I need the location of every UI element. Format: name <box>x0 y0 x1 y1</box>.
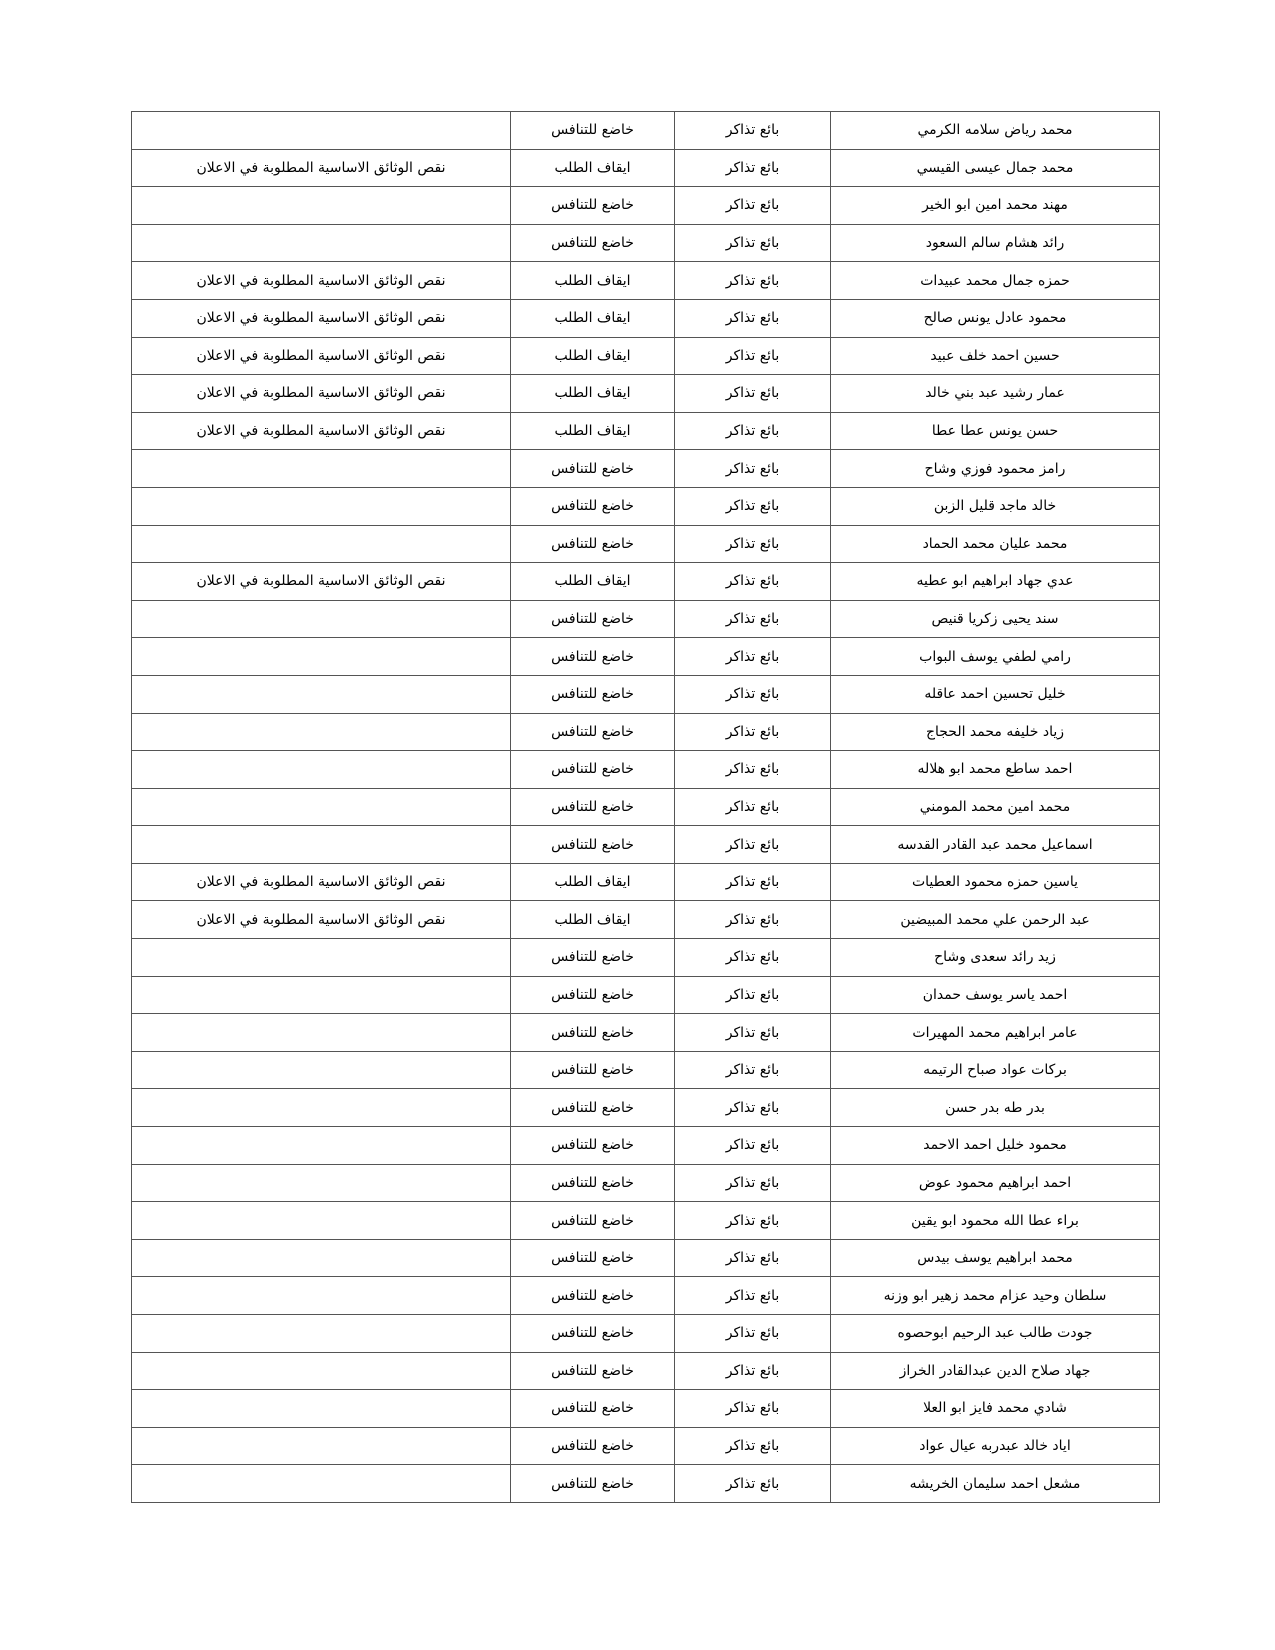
note-cell <box>132 1127 511 1165</box>
job-title-cell: بائع تذاكر <box>675 337 831 375</box>
table-row <box>132 675 1160 713</box>
table-row <box>132 1127 1160 1165</box>
application-status-cell: خاضع للتنافس <box>511 1014 675 1052</box>
job-title-cell: بائع تذاكر <box>675 1127 831 1165</box>
note-cell <box>132 1051 511 1089</box>
note-cell: نقص الوثائق الاساسية المطلوبة في الاعلان <box>132 863 511 901</box>
applicant-name-cell: حسين احمد خلف عبيد <box>831 337 1160 375</box>
table-row <box>132 751 1160 789</box>
table-row <box>132 224 1160 262</box>
job-title-cell: بائع تذاكر <box>675 1352 831 1390</box>
application-status-cell: ايقاف الطلب <box>511 412 675 450</box>
applicant-name-cell: براء عطا الله محمود ابو يقين <box>831 1202 1160 1240</box>
applicant-name-cell: محمود عادل يونس صالح <box>831 299 1160 337</box>
job-title-cell: بائع تذاكر <box>675 299 831 337</box>
note-cell <box>132 713 511 751</box>
note-cell <box>132 788 511 826</box>
application-status-cell: خاضع للتنافس <box>511 675 675 713</box>
note-cell <box>132 976 511 1014</box>
applicant-name-cell: محمد رياض سلامه الكرمي <box>831 112 1160 150</box>
table-row <box>132 713 1160 751</box>
job-title-cell: بائع تذاكر <box>675 826 831 864</box>
applicant-name-cell: عمار رشيد عبد بني خالد <box>831 375 1160 413</box>
application-status-cell: خاضع للتنافس <box>511 112 675 150</box>
table-row <box>132 638 1160 676</box>
applicant-name-cell: مشعل احمد سليمان الخريشه <box>831 1465 1160 1503</box>
job-title-cell: بائع تذاكر <box>675 1390 831 1428</box>
applicants-table <box>131 111 1160 1503</box>
note-cell <box>132 939 511 977</box>
note-cell <box>132 1014 511 1052</box>
application-status-cell: خاضع للتنافس <box>511 1089 675 1127</box>
applicant-name-cell: حمزه جمال محمد عبيدات <box>831 262 1160 300</box>
application-status-cell: خاضع للتنافس <box>511 525 675 563</box>
job-title-cell: بائع تذاكر <box>675 262 831 300</box>
applicant-name-cell: زيد رائد سعدى وشاح <box>831 939 1160 977</box>
application-status-cell: ايقاف الطلب <box>511 563 675 601</box>
table-row <box>132 1277 1160 1315</box>
applicants-table-body <box>132 112 1160 1503</box>
note-cell <box>132 487 511 525</box>
job-title-cell: بائع تذاكر <box>675 112 831 150</box>
applicant-name-cell: اياد خالد عبدربه عيال عواد <box>831 1427 1160 1465</box>
job-title-cell: بائع تذاكر <box>675 751 831 789</box>
note-cell <box>132 1352 511 1390</box>
applicant-name-cell: جهاد صلاح الدين عبدالقادر الخراز <box>831 1352 1160 1390</box>
note-cell: نقص الوثائق الاساسية المطلوبة في الاعلان <box>132 563 511 601</box>
applicant-name-cell: احمد ساطع محمد ابو هلاله <box>831 751 1160 789</box>
job-title-cell: بائع تذاكر <box>675 1089 831 1127</box>
job-title-cell: بائع تذاكر <box>675 375 831 413</box>
job-title-cell: بائع تذاكر <box>675 1051 831 1089</box>
job-title-cell: بائع تذاكر <box>675 939 831 977</box>
applicant-name-cell: احمد ابراهيم محمود عوض <box>831 1164 1160 1202</box>
table-row <box>132 600 1160 638</box>
applicant-name-cell: سلطان وحيد عزام محمد زهير ابو وزنه <box>831 1277 1160 1315</box>
application-status-cell: خاضع للتنافس <box>511 939 675 977</box>
job-title-cell: بائع تذاكر <box>675 187 831 225</box>
application-status-cell: خاضع للتنافس <box>511 638 675 676</box>
note-cell <box>132 1427 511 1465</box>
table-row <box>132 1089 1160 1127</box>
applicant-name-cell: خالد ماجد قليل الزبن <box>831 487 1160 525</box>
table-row <box>132 1427 1160 1465</box>
applicant-name-cell: جودت طالب عبد الرحيم ابوحصوه <box>831 1315 1160 1353</box>
table-row <box>132 262 1160 300</box>
applicant-name-cell: عامر ابراهيم محمد المهيرات <box>831 1014 1160 1052</box>
application-status-cell: خاضع للتنافس <box>511 788 675 826</box>
application-status-cell: ايقاف الطلب <box>511 262 675 300</box>
note-cell <box>132 525 511 563</box>
applicant-name-cell: محمد ابراهيم يوسف بيدس <box>831 1239 1160 1277</box>
note-cell <box>132 751 511 789</box>
application-status-cell: خاضع للتنافس <box>511 751 675 789</box>
applicant-name-cell: محمود خليل احمد الاحمد <box>831 1127 1160 1165</box>
job-title-cell: بائع تذاكر <box>675 1315 831 1353</box>
table-row <box>132 187 1160 225</box>
job-title-cell: بائع تذاكر <box>675 1014 831 1052</box>
application-status-cell: ايقاف الطلب <box>511 149 675 187</box>
application-status-cell: خاضع للتنافس <box>511 1127 675 1165</box>
table-row <box>132 1239 1160 1277</box>
job-title-cell: بائع تذاكر <box>675 901 831 939</box>
job-title-cell: بائع تذاكر <box>675 713 831 751</box>
table-row <box>132 112 1160 150</box>
table-row <box>132 863 1160 901</box>
job-title-cell: بائع تذاكر <box>675 1465 831 1503</box>
note-cell: نقص الوثائق الاساسية المطلوبة في الاعلان <box>132 412 511 450</box>
table-row <box>132 1051 1160 1089</box>
note-cell <box>132 224 511 262</box>
note-cell: نقص الوثائق الاساسية المطلوبة في الاعلان <box>132 375 511 413</box>
job-title-cell: بائع تذاكر <box>675 638 831 676</box>
table-row <box>132 976 1160 1014</box>
application-status-cell: خاضع للتنافس <box>511 826 675 864</box>
job-title-cell: بائع تذاكر <box>675 563 831 601</box>
job-title-cell: بائع تذاكر <box>675 1202 831 1240</box>
note-cell: نقص الوثائق الاساسية المطلوبة في الاعلان <box>132 262 511 300</box>
application-status-cell: خاضع للتنافس <box>511 450 675 488</box>
applicant-name-cell: خليل تحسين احمد عاقله <box>831 675 1160 713</box>
note-cell <box>132 1315 511 1353</box>
table-row <box>132 1164 1160 1202</box>
job-title-cell: بائع تذاكر <box>675 863 831 901</box>
applicant-name-cell: رائد هشام سالم السعود <box>831 224 1160 262</box>
application-status-cell: خاضع للتنافس <box>511 1239 675 1277</box>
table-row <box>132 1352 1160 1390</box>
applicant-name-cell: ياسين حمزه محمود العطيات <box>831 863 1160 901</box>
note-cell: نقص الوثائق الاساسية المطلوبة في الاعلان <box>132 901 511 939</box>
job-title-cell: بائع تذاكر <box>675 788 831 826</box>
note-cell <box>132 638 511 676</box>
applicant-name-cell: بدر طه بدر حسن <box>831 1089 1160 1127</box>
applicant-name-cell: بركات عواد صباح الرتيمه <box>831 1051 1160 1089</box>
note-cell <box>132 1202 511 1240</box>
applicant-name-cell: محمد عليان محمد الحماد <box>831 525 1160 563</box>
job-title-cell: بائع تذاكر <box>675 450 831 488</box>
application-status-cell: خاضع للتنافس <box>511 976 675 1014</box>
application-status-cell: ايقاف الطلب <box>511 901 675 939</box>
note-cell <box>132 600 511 638</box>
applicant-name-cell: محمد جمال عيسى القيسي <box>831 149 1160 187</box>
job-title-cell: بائع تذاكر <box>675 525 831 563</box>
table-row <box>132 1315 1160 1353</box>
application-status-cell: خاضع للتنافس <box>511 1202 675 1240</box>
note-cell <box>132 1089 511 1127</box>
applicant-name-cell: شادي محمد فايز ابو العلا <box>831 1390 1160 1428</box>
applicant-name-cell: اسماعيل محمد عبد القادر القدسه <box>831 826 1160 864</box>
job-title-cell: بائع تذاكر <box>675 487 831 525</box>
note-cell <box>132 450 511 488</box>
note-cell <box>132 187 511 225</box>
applicant-name-cell: رامي لطفي يوسف البواب <box>831 638 1160 676</box>
application-status-cell: خاضع للتنافس <box>511 487 675 525</box>
table-row <box>132 525 1160 563</box>
application-status-cell: ايقاف الطلب <box>511 337 675 375</box>
table-row <box>132 1014 1160 1052</box>
applicant-name-cell: حسن يونس عطا عطا <box>831 412 1160 450</box>
table-row <box>132 412 1160 450</box>
table-row <box>132 337 1160 375</box>
applicant-name-cell: زياد خليفه محمد الحجاج <box>831 713 1160 751</box>
applicant-name-cell: عدي جهاد ابراهيم ابو عطيه <box>831 563 1160 601</box>
applicant-name-cell: محمد امين محمد المومني <box>831 788 1160 826</box>
note-cell <box>132 1164 511 1202</box>
application-status-cell: ايقاف الطلب <box>511 375 675 413</box>
table-row <box>132 375 1160 413</box>
job-title-cell: بائع تذاكر <box>675 675 831 713</box>
job-title-cell: بائع تذاكر <box>675 976 831 1014</box>
note-cell <box>132 675 511 713</box>
application-status-cell: خاضع للتنافس <box>511 1164 675 1202</box>
application-status-cell: خاضع للتنافس <box>511 1352 675 1390</box>
application-status-cell: خاضع للتنافس <box>511 713 675 751</box>
note-cell <box>132 1465 511 1503</box>
job-title-cell: بائع تذاكر <box>675 1277 831 1315</box>
table-row <box>132 788 1160 826</box>
note-cell <box>132 1239 511 1277</box>
table-row <box>132 939 1160 977</box>
job-title-cell: بائع تذاكر <box>675 1164 831 1202</box>
application-status-cell: خاضع للتنافس <box>511 1315 675 1353</box>
table-row <box>132 901 1160 939</box>
table-row <box>132 1465 1160 1503</box>
job-title-cell: بائع تذاكر <box>675 1427 831 1465</box>
table-row <box>132 450 1160 488</box>
application-status-cell: خاضع للتنافس <box>511 1465 675 1503</box>
applicant-name-cell: سند يحيى زكريا قنيص <box>831 600 1160 638</box>
applicant-name-cell: مهند محمد امين ابو الخير <box>831 187 1160 225</box>
application-status-cell: خاضع للتنافس <box>511 600 675 638</box>
applicant-name-cell: رامز محمود فوزي وشاح <box>831 450 1160 488</box>
application-status-cell: خاضع للتنافس <box>511 1051 675 1089</box>
job-title-cell: بائع تذاكر <box>675 224 831 262</box>
table-row <box>132 1390 1160 1428</box>
note-cell <box>132 112 511 150</box>
application-status-cell: خاضع للتنافس <box>511 1427 675 1465</box>
application-status-cell: خاضع للتنافس <box>511 1390 675 1428</box>
job-title-cell: بائع تذاكر <box>675 1239 831 1277</box>
application-status-cell: ايقاف الطلب <box>511 863 675 901</box>
note-cell: نقص الوثائق الاساسية المطلوبة في الاعلان <box>132 299 511 337</box>
application-status-cell: خاضع للتنافس <box>511 224 675 262</box>
application-status-cell: ايقاف الطلب <box>511 299 675 337</box>
note-cell <box>132 1277 511 1315</box>
note-cell: نقص الوثائق الاساسية المطلوبة في الاعلان <box>132 149 511 187</box>
note-cell <box>132 826 511 864</box>
job-title-cell: بائع تذاكر <box>675 412 831 450</box>
table-row <box>132 1202 1160 1240</box>
table-row <box>132 487 1160 525</box>
job-title-cell: بائع تذاكر <box>675 600 831 638</box>
job-title-cell: بائع تذاكر <box>675 149 831 187</box>
application-status-cell: خاضع للتنافس <box>511 187 675 225</box>
applicant-name-cell: احمد ياسر يوسف حمدان <box>831 976 1160 1014</box>
application-status-cell: خاضع للتنافس <box>511 1277 675 1315</box>
table-row <box>132 299 1160 337</box>
note-cell <box>132 1390 511 1428</box>
applicant-name-cell: عبد الرحمن علي محمد المبيضين <box>831 901 1160 939</box>
table-row <box>132 563 1160 601</box>
table-row <box>132 149 1160 187</box>
note-cell: نقص الوثائق الاساسية المطلوبة في الاعلان <box>132 337 511 375</box>
table-row <box>132 826 1160 864</box>
